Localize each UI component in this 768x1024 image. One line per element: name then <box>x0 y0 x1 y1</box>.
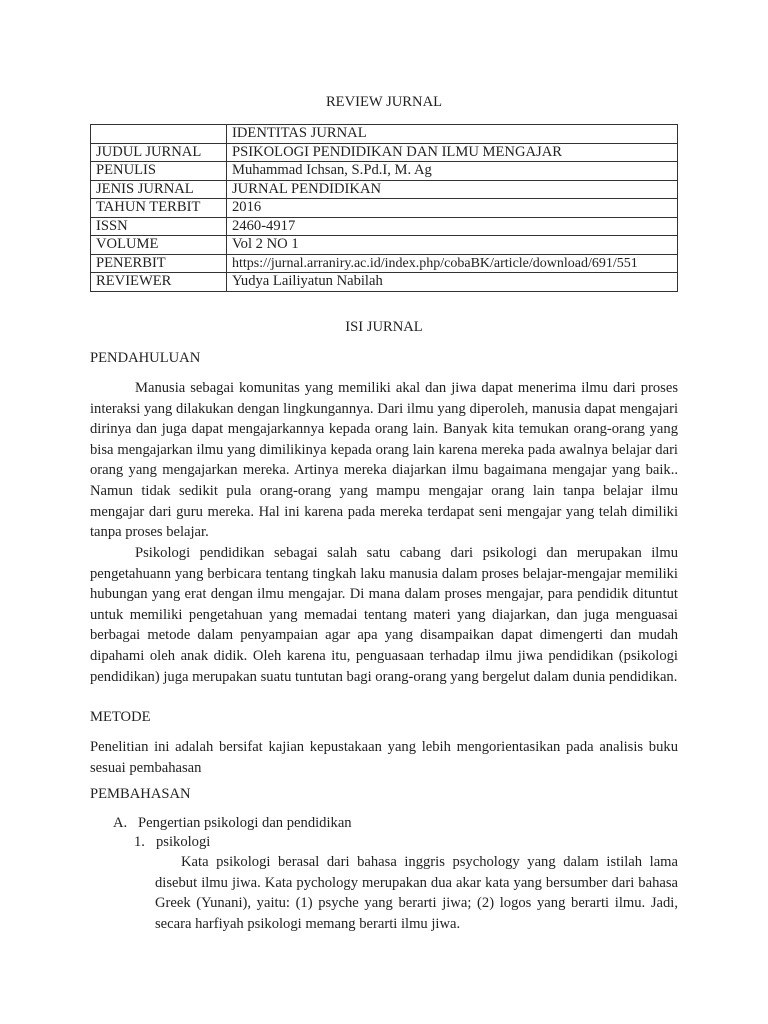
table-cell-empty <box>91 125 227 144</box>
table-value-cell: Yudya Lailiyatun Nabilah <box>227 273 678 292</box>
table-value-cell: 2460-4917 <box>227 217 678 236</box>
table-row <box>91 217 678 236</box>
list-marker-1: 1. <box>134 834 145 850</box>
list-item-1-text: psikologi <box>156 834 211 850</box>
heading-metode: METODE <box>90 709 151 725</box>
table-row <box>91 236 678 255</box>
paragraph-pendahuluan-2: Psikologi pendidikan sebagai salah satu cabang dari psikologi dan merupakan ilmu pengetahuann yang berbicara tentang tingkah laku manusia dalam proses belajar-mengajar memiliki hubungan yang erat dengan ilmu mengajar. Di mana dalam proses mengajar, para pendidik dituntut untuk memiliki pengetahuan yang memadai tentang materi yang diajarkan, dan juga menguasai berbagai metode dalam penyampaian agar apa yang disampaikan dapat dimengerti dan mudah dipahami oleh anak didik. Oleh karena itu, penguasaan terhadap ilmu jiwa pendidikan (psikologi pendidikan) juga merupakan suatu tuntutan bagi orang-orang yang bergelut dalam dunia pendidikan. <box>90 545 678 685</box>
list-item-a-text: Pengertian psikologi dan pendidikan <box>138 815 352 831</box>
table-row <box>91 162 678 181</box>
list-marker-a: A. <box>113 815 128 831</box>
table-label-cell: TAHUN TERBIT <box>91 199 227 218</box>
document-title: REVIEW JURNAL <box>325 94 443 110</box>
table-row <box>91 199 678 218</box>
table-value-cell: 2016 <box>227 199 678 218</box>
table-label-cell: PENULIS <box>91 162 227 181</box>
paragraph-pendahuluan-1: Manusia sebagai komunitas yang memiliki akal dan jiwa dapat menerima ilmu dari proses interaksi yang dilakukan dengan lingkungannya. Dari ilmu yang diperoleh, manusia dapat mengajari dirinya dan juga dapat mengajarkannya kepada orang lain. Banyak kita temukan orang-orang yang bisa mengajarkan ilmu yang dimilikinya kepada orang lain karena mereka pada awalnya belajar dari orang yang mengajarkan mereka. Artinya mereka diajarkan ilmu bagaimana mengajar yang baik.. Namun tidak sedikit pula orang-orang yang mampu mengajar orang lain tanpa belajar ilmu mengajar dari guru mereka. Hal ini karena pada mereka terdapat seni mengajar yang telah dimiliki tanpa proses belajar. <box>90 380 678 541</box>
table-label-cell: ISSN <box>91 217 227 236</box>
journal-identity-table <box>90 124 678 292</box>
table-label-cell: REVIEWER <box>91 273 227 292</box>
table-label-cell: PENERBIT <box>91 254 227 273</box>
table-value-cell: JURNAL PENDIDIKAN <box>227 180 678 199</box>
table-label-cell: JUDUL JURNAL <box>91 143 227 162</box>
table-row <box>91 143 678 162</box>
heading-pendahuluan: PENDAHULUAN <box>90 350 201 366</box>
publisher-url-cell: https://jurnal.arraniry.ac.id/index.php/cobaBK/article/download/691/551 <box>227 254 678 273</box>
paragraph-psikologi-definition: Kata psikologi berasal dari bahasa inggris psychology yang dalam istilah lama disebut ilmu jiwa. Kata pychology merupakan dua akar kata yang bersumber dari bahasa Greek (Yunani), yaitu: (1) psyche yang berarti jiwa; (2) logos yang berarti ilmu. Jadi, secara harfiyah psikologi memang berarti ilmu jiwa. <box>155 854 678 932</box>
table-label-cell: JENIS JURNAL <box>91 180 227 199</box>
section-title-isi-jurnal: ISI JURNAL <box>345 319 423 335</box>
table-header-cell: IDENTITAS JURNAL <box>227 125 678 144</box>
table-value-cell: Vol 2 NO 1 <box>227 236 678 255</box>
table-row <box>91 180 678 199</box>
table-header-row <box>91 125 678 144</box>
table-value-cell: Muhammad Ichsan, S.Pd.I, M. Ag <box>227 162 678 181</box>
heading-pembahasan: PEMBAHASAN <box>90 786 191 802</box>
table-row <box>91 273 678 292</box>
table-label-cell: VOLUME <box>91 236 227 255</box>
table-value-cell: PSIKOLOGI PENDIDIKAN DAN ILMU MENGAJAR <box>227 143 678 162</box>
paragraph-metode: Penelitian ini adalah bersifat kajian kepustakaan yang lebih mengorientasikan pada analisis buku sesuai pembahasan <box>90 739 678 776</box>
table-row <box>91 254 678 273</box>
